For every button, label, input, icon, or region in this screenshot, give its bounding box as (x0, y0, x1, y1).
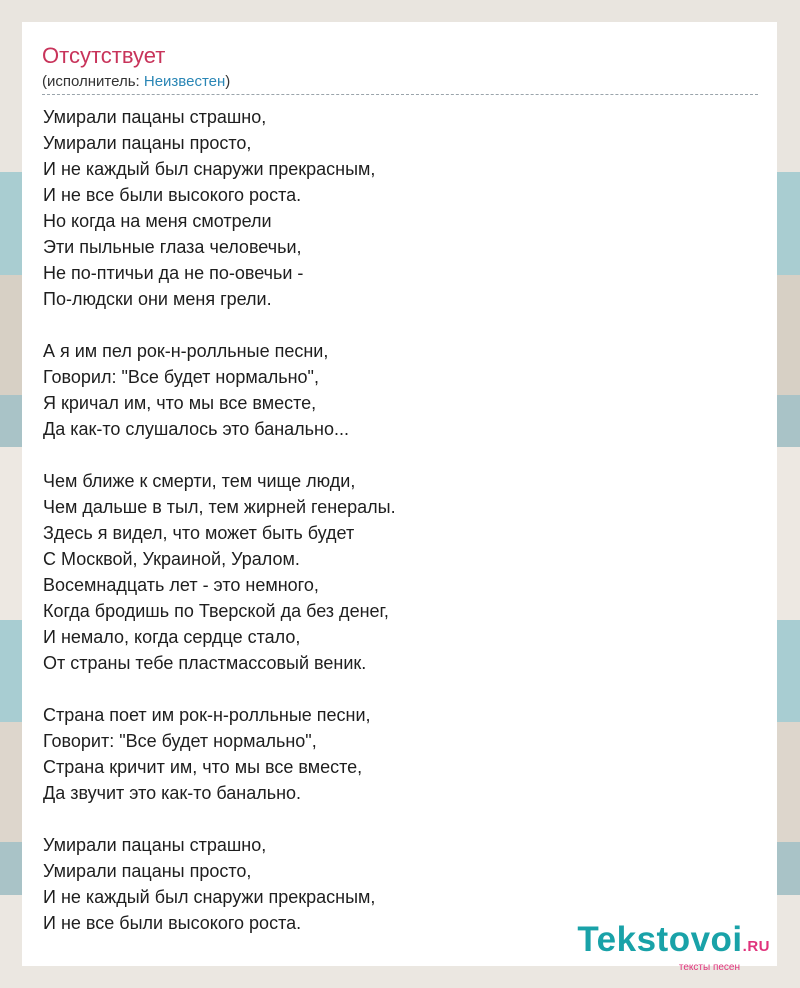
lyric-line: Да звучит это как-то банально. (43, 783, 302, 803)
lyric-line: От страны тебе пластмассовый веник. (43, 653, 367, 673)
lyric-line: Говорил: "Все будет нормально", (43, 367, 319, 387)
stanza-gap (43, 676, 396, 702)
artist-line (42, 72, 758, 95)
lyric-line: Да как-то слушалось это банально... (43, 419, 349, 439)
lyric-line: По-людски они меня грели. (43, 289, 272, 309)
lyric-line: И не все были высокого роста. (43, 913, 302, 933)
stanza-gap (43, 806, 396, 832)
lyric-line: Страна кричит им, что мы все вместе, (43, 757, 363, 777)
lyric-line: Чем ближе к смерти, тем чище люди, (43, 471, 356, 491)
lyric-line: Я кричал им, что мы все вместе, (43, 393, 317, 413)
artist-prefix: (исполнитель: (42, 73, 144, 90)
lyrics-text (43, 104, 396, 936)
lyric-line: Здесь я видел, что может быть будет (43, 523, 355, 543)
stanza-gap (43, 312, 396, 338)
lyric-line: С Москвой, Украиной, Уралом. (43, 549, 300, 569)
artist-suffix: ) (225, 73, 231, 90)
lyric-line: И не все были высокого роста. (43, 185, 302, 205)
lyric-line: Когда бродишь по Тверской да без денег, (43, 601, 389, 621)
logo-tagline: тексты песен (678, 962, 740, 973)
lyric-line: И немало, когда сердце стало, (43, 627, 301, 647)
lyric-line: И не каждый был снаружи прекрасным, (43, 159, 376, 179)
lyric-line: Не по-птичьи да не по-овечьи - (43, 263, 304, 283)
site-logo[interactable] (577, 922, 770, 973)
lyric-line: Страна поет им рок-н-ролльные песни, (43, 705, 371, 725)
lyric-line: Умирали пацаны просто, (43, 133, 252, 153)
lyric-line: Эти пыльные глаза человечьи, (43, 237, 302, 257)
lyric-line: Умирали пацаны просто, (43, 861, 252, 881)
lyric-line: Чем дальше в тыл, тем жирней генералы. (43, 497, 396, 517)
artist-link[interactable]: Неизвестен (143, 73, 226, 90)
lyric-line: Говорит: "Все будет нормально", (43, 731, 317, 751)
logo-wordmark (577, 922, 770, 965)
lyric-line: Но когда на меня смотрели (43, 211, 272, 231)
lyric-line: И не каждый был снаружи прекрасным, (43, 887, 376, 907)
lyric-line: Восемнадцать лет - это немного, (43, 575, 319, 595)
logo-name: Tekstovoi (577, 920, 743, 959)
song-title: Отсутствует (42, 43, 166, 68)
lyrics-card (22, 22, 777, 966)
logo-tld: .RU (742, 938, 770, 955)
lyric-line: Умирали пацаны страшно, (43, 107, 267, 127)
lyric-line: Умирали пацаны страшно, (43, 835, 267, 855)
stanza-gap (43, 442, 396, 468)
lyric-line: А я им пел рок-н-ролльные песни, (43, 341, 329, 361)
